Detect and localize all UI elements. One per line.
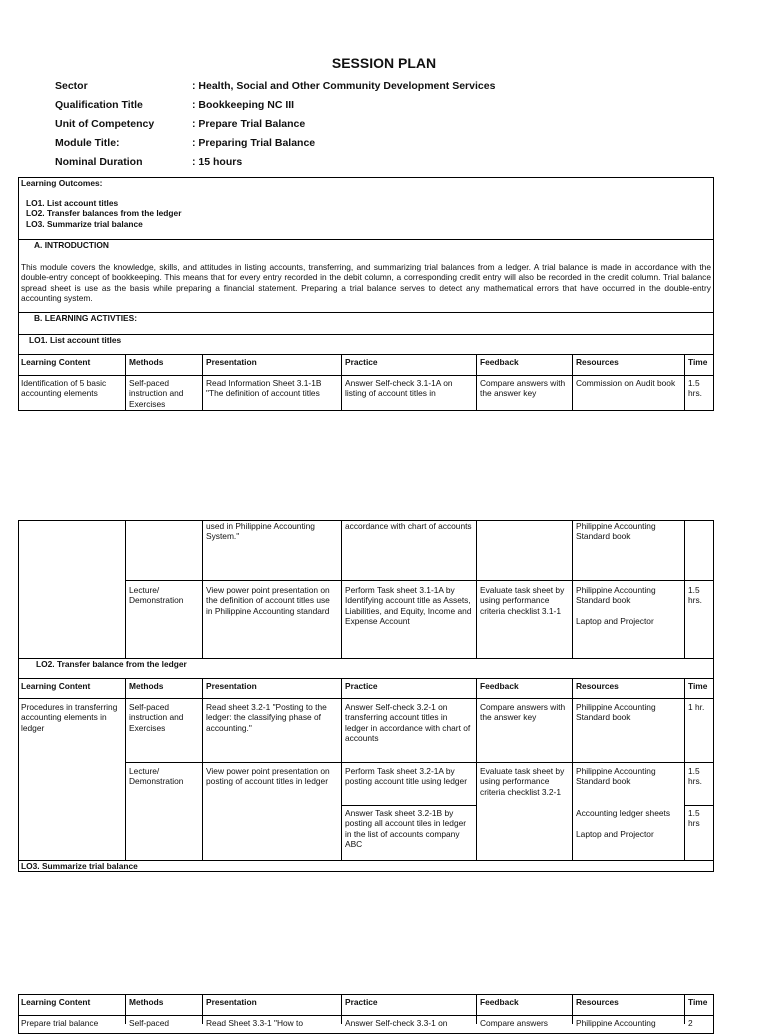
cell-presentation: View power point presentation on posting of account titles in ledger bbox=[206, 766, 330, 787]
col-divider bbox=[125, 994, 126, 1024]
col-divider bbox=[476, 678, 477, 860]
col-divider bbox=[684, 994, 685, 1024]
learning-outcome-item: LO3. Summarize trial balance bbox=[26, 219, 143, 229]
meta-label: Qualification Title bbox=[55, 99, 143, 111]
meta-label: Sector bbox=[55, 80, 88, 92]
col-divider bbox=[202, 994, 203, 1024]
col-divider bbox=[684, 678, 685, 860]
col-header-methods: Methods bbox=[129, 357, 164, 367]
meta-value: : Health, Social and Other Community Development Services bbox=[192, 80, 496, 92]
col-header-time: Time bbox=[688, 681, 708, 691]
cell-resources: Laptop and Projector bbox=[576, 616, 654, 626]
activities-heading: B. LEARNING ACTIVTIES: bbox=[34, 313, 137, 323]
cell-feedback: Compare answers bbox=[480, 1018, 548, 1028]
col-divider bbox=[125, 520, 126, 658]
page-title: SESSION PLAN bbox=[331, 55, 437, 71]
cell-content: Procedures in transferring accounting elements in ledger bbox=[21, 702, 118, 733]
row-divider bbox=[18, 698, 714, 699]
lo2-heading: LO2. Transfer balance from the ledger bbox=[36, 659, 187, 669]
col-divider bbox=[476, 354, 477, 411]
lo1-heading: LO1. List account titles bbox=[29, 335, 122, 345]
cell-time: 1 hr. bbox=[688, 702, 705, 712]
cell-content: Identification of 5 basic accounting elements bbox=[21, 378, 107, 399]
col-header-practice: Practice bbox=[345, 681, 378, 691]
cell-presentation: used in Philippine Accounting System." bbox=[206, 521, 315, 542]
col-header-feedback: Feedback bbox=[480, 997, 519, 1007]
cell-feedback: Evaluate task sheet by using performance criteria checklist 3.2-1 bbox=[480, 766, 565, 797]
cell-resources: Accounting ledger sheets bbox=[576, 808, 671, 818]
cell-methods: Lecture/ Demonstration bbox=[129, 766, 184, 787]
cell-resources: Philippine Accounting bbox=[576, 1018, 656, 1028]
intro-text: This module covers the knowledge, skills, and attitudes in listing accounts, transferring, and summarizing trial balances from a ledger. A trial balance is made in accordance with the double-entry concept of bookkeeping. This means that for every entry recorded in the debit column, a corresponding credit entry will also be recorded in the credit column. Trial balance spread sheet is use as the basis while preparing a financial statement. Preparing a trial balance serves to detect any mathematical errors that have occurred in the double-entry accounting system. bbox=[21, 262, 711, 304]
col-divider bbox=[202, 354, 203, 411]
cell-methods: Lecture/ Demonstration bbox=[129, 585, 184, 606]
col-divider bbox=[341, 994, 342, 1024]
col-header-content: Learning Content bbox=[21, 681, 91, 691]
cell-feedback: Evaluate task sheet by using performance criteria checklist 3.1-1 bbox=[480, 585, 565, 616]
cell-feedback: Compare answers with the answer key bbox=[480, 378, 566, 399]
cell-time: 1.5 hrs. bbox=[688, 585, 702, 606]
row-divider bbox=[18, 678, 714, 679]
row-divider bbox=[18, 375, 714, 376]
cell-feedback: Compare answers with the answer key bbox=[480, 702, 566, 723]
col-divider bbox=[341, 678, 342, 860]
col-header-resources: Resources bbox=[576, 357, 619, 367]
learning-outcome-item: LO1. List account titles bbox=[26, 198, 119, 208]
cell-practice: Answer Task sheet 3.2-1B by posting all account tiles in ledger in the list of accounts company ABC bbox=[345, 808, 467, 850]
meta-label: Unit of Competency bbox=[55, 118, 155, 130]
cell-resources: Laptop and Projector bbox=[576, 829, 654, 839]
meta-value: : 15 hours bbox=[192, 156, 243, 168]
cell-presentation: View power point presentation on the definition of account titles use in Philippine Accounting standard bbox=[206, 585, 330, 616]
cell-resources: Commission on Audit book bbox=[576, 378, 676, 388]
cell-content: Prepare trial balance bbox=[21, 1018, 99, 1028]
col-divider bbox=[684, 520, 685, 658]
meta-value: : Preparing Trial Balance bbox=[192, 137, 316, 149]
cell-practice: Answer Self-check 3.3-1 on bbox=[345, 1018, 448, 1028]
col-divider bbox=[341, 520, 342, 658]
cell-practice: Answer Self-check 3.2-1 on transferring account titles in ledger in accordance with chart of accounts bbox=[345, 702, 471, 744]
cell-time: 1.5 hrs bbox=[688, 808, 700, 829]
col-divider bbox=[125, 678, 126, 860]
col-header-presentation: Presentation bbox=[206, 357, 257, 367]
col-divider bbox=[341, 354, 342, 411]
row-divider bbox=[18, 239, 714, 240]
col-header-content: Learning Content bbox=[21, 997, 91, 1007]
row-divider bbox=[18, 354, 714, 355]
col-divider bbox=[476, 994, 477, 1024]
cell-methods: Self-paced instruction and Exercises bbox=[129, 378, 184, 409]
col-header-presentation: Presentation bbox=[206, 681, 257, 691]
col-divider bbox=[125, 354, 126, 411]
cell-resources: Philippine Accounting Standard book bbox=[576, 766, 656, 787]
cell-practice: Answer Self-check 3.1-1A on listing of account titles in bbox=[345, 378, 453, 399]
col-header-methods: Methods bbox=[129, 997, 164, 1007]
col-divider bbox=[684, 354, 685, 411]
col-divider bbox=[572, 354, 573, 411]
cell-practice: Perform Task sheet 3.2-1A by posting account title using ledger bbox=[345, 766, 467, 787]
col-header-practice: Practice bbox=[345, 357, 378, 367]
cell-resources: Philippine Accounting Standard book bbox=[576, 521, 656, 542]
row-divider bbox=[125, 762, 714, 763]
col-divider bbox=[572, 520, 573, 658]
cell-practice: accordance with chart of accounts bbox=[345, 521, 472, 531]
learning-outcomes-heading: Learning Outcomes: bbox=[21, 178, 103, 188]
col-divider bbox=[202, 520, 203, 658]
cell-presentation: Read Information Sheet 3.1-1B "The definition of account titles bbox=[206, 378, 322, 399]
col-divider bbox=[202, 678, 203, 860]
col-header-time: Time bbox=[688, 997, 708, 1007]
cell-time: 1.5 hrs. bbox=[688, 378, 702, 399]
col-divider bbox=[572, 678, 573, 860]
row-divider bbox=[684, 805, 714, 806]
cell-time: 2 bbox=[688, 1018, 693, 1028]
col-header-content: Learning Content bbox=[21, 357, 91, 367]
col-divider bbox=[476, 520, 477, 658]
col-header-feedback: Feedback bbox=[480, 357, 519, 367]
intro-heading: A. INTRODUCTION bbox=[34, 240, 109, 250]
meta-value: : Prepare Trial Balance bbox=[192, 118, 306, 130]
col-header-resources: Resources bbox=[576, 681, 619, 691]
col-divider bbox=[572, 994, 573, 1024]
row-divider bbox=[18, 334, 714, 335]
row-divider bbox=[341, 805, 476, 806]
learning-outcome-item: LO2. Transfer balances from the ledger bbox=[26, 208, 182, 218]
col-header-time: Time bbox=[688, 357, 708, 367]
col-header-feedback: Feedback bbox=[480, 681, 519, 691]
row-divider bbox=[18, 1015, 714, 1016]
cell-presentation: Read sheet 3.2-1 "Posting to the ledger: the classifying phase of accounting." bbox=[206, 702, 327, 733]
col-header-methods: Methods bbox=[129, 681, 164, 691]
cell-time: 1.5 hrs. bbox=[688, 766, 702, 787]
cell-resources: Philippine Accounting Standard book bbox=[576, 702, 656, 723]
col-header-resources: Resources bbox=[576, 997, 619, 1007]
cell-presentation: Read Sheet 3.3-1 "How to bbox=[206, 1018, 304, 1028]
meta-label: Module Title: bbox=[55, 137, 120, 149]
lo3-heading: LO3. Summarize trial balance bbox=[21, 861, 138, 871]
meta-label: Nominal Duration bbox=[55, 156, 143, 168]
cell-practice: Perform Task sheet 3.1-1A by Identifying account title as Assets, Liabilities, and Equity, Income and Expense Account bbox=[345, 585, 472, 627]
cell-methods: Self-paced instruction and Exercises bbox=[129, 702, 184, 733]
meta-value: : Bookkeeping NC III bbox=[192, 99, 295, 111]
col-header-practice: Practice bbox=[345, 997, 378, 1007]
cell-resources: Philippine Accounting Standard book bbox=[576, 585, 656, 606]
col-header-presentation: Presentation bbox=[206, 997, 257, 1007]
row-divider bbox=[125, 580, 714, 581]
cell-methods: Self-paced bbox=[129, 1018, 170, 1028]
